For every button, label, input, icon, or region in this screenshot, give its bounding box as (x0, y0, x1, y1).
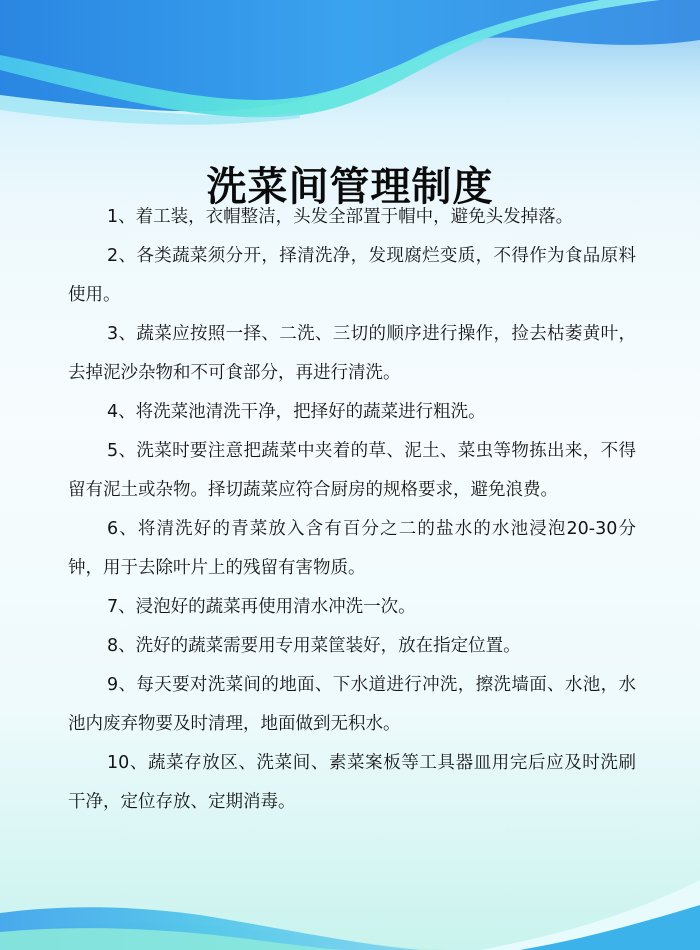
rule-item: 7、浸泡好的蔬菜再使用清水冲洗一次。 (107, 597, 416, 617)
rule-item: 2、各类蔬菜须分开，择清洗净，发现腐烂变质，不得作为食品原料使用。 (68, 246, 636, 305)
rule-item: 6、将清洗好的青菜放入含有百分之二的盐水的水池浸泡20-30分钟，用于去除叶片上的残留有害物质。 (68, 519, 636, 578)
rule-item: 9、每天要对洗菜间的地面、下水道进行冲洗，擦洗墙面、水池，水池内废弃物要及时清理，地面做到无积水。 (68, 675, 636, 734)
page-title: 洗菜间管理制度 (206, 163, 494, 210)
rule-item: 4、将洗菜池清洗干净，把择好的蔬菜进行粗洗。 (107, 402, 486, 422)
rule-item: 5、洗菜时要注意把蔬菜中夹着的草、泥土、菜虫等物拣出来，不得留有泥土或杂物。择切蔬菜应符合厨房的规格要求，避免浪费。 (68, 441, 636, 500)
rules-list (68, 198, 636, 822)
rule-item: 10、蔬菜存放区、洗菜间、素菜案板等工具器皿用完后应及时洗刷干净，定位存放、定期消毒。 (68, 753, 636, 812)
rule-item: 3、蔬菜应按照一择、二洗、三切的顺序进行操作，捡去枯萎黄叶，去掉泥沙杂物和不可食部分，再进行清洗。 (68, 324, 636, 383)
rule-item: 1、着工装，衣帽整洁，头发全部置于帽中，避免头发掉落。 (107, 207, 574, 227)
rule-item: 8、洗好的蔬菜需要用专用菜筐装好，放在指定位置。 (107, 636, 521, 656)
